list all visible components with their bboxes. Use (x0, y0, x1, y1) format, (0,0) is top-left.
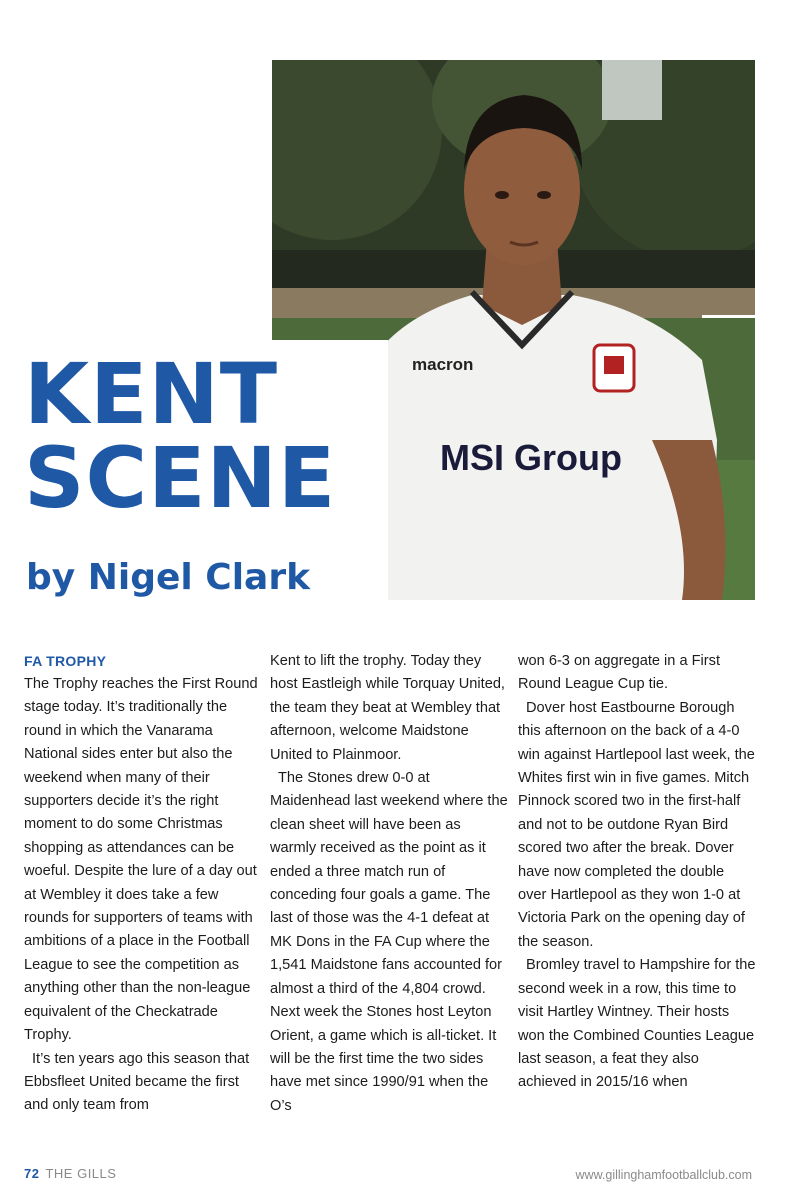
shirt-brand: macron (412, 355, 474, 374)
paragraph: won 6-3 on aggregate in a First Round League Cup tie. (518, 653, 720, 693)
website-url: www.gillinghamfootballclub.com (575, 1168, 752, 1182)
paragraph: Bromley travel to Hampshire for the second week in a row, this time to visit Hartley Wintney. Their hosts won the Combined Counties League last season, a feat they also achieved in 2015/16 when (518, 957, 756, 1091)
headline-line-2: SCENE (24, 429, 337, 527)
paragraph: It’s ten years ago this season that Ebbsfleet United became the first and only team from (24, 1050, 250, 1114)
publication-name: THE GILLS (45, 1166, 117, 1181)
paragraph: The Stones drew 0-0 at Maidenhead last weekend where the clean sheet will have been as warmly received as the point as it ended a three match run of conceding four goals a game. The last of those was the 4-1 defeat at MK Dons in the FA Cup where the 1,541 Maidstone fans accounted for almost a third of the 4,804 crowd. Next week the Stones host Leyton Orient, a game which is all-ticket. It will be the first time the two sides have met since 1990/91 when the O’s (270, 770, 508, 1114)
footer-page-label (24, 1166, 116, 1181)
paragraph: Kent to lift the trophy. Today they host Eastleigh while Torquay United, the team they beat at Wembley that afternoon, welcome Maidstone United to Plainmoor. (270, 653, 505, 763)
article-column-3 (518, 650, 756, 1095)
paragraph: The Trophy reaches the First Round stage today. It’s traditionally the round in which the Vanarama National sides enter but also the weekend when many of their supporters decide it’s the right moment to do some Christmas shopping as attendances can be woeful. Despite the lure of a day out at Wembley it does take a few rounds for supporters of teams with ambitions of a place in the Football League to see the competition as anything other than the non-league equivalent of the Checkatrade Trophy. (24, 676, 258, 1044)
page-number: 72 (24, 1166, 40, 1181)
paragraph: Dover host Eastbourne Borough this afternoon on the back of a 4-0 win against Hartlepool last week, the Whites first win in five games. Mitch Pinnock scored two in the first-half and not to be outdone Ryan Bird scored two after the break. Dover have now completed the double over Hartlepool as they won 1-0 at Victoria Park on the opening day of the season. (518, 699, 755, 950)
article-column-1 (24, 650, 262, 1118)
article-column-2 (270, 650, 508, 1118)
headline-line-1: KENT (24, 345, 279, 443)
headline (24, 345, 337, 527)
byline: by Nigel Clark (26, 557, 311, 598)
section-heading: FA TROPHY (24, 653, 107, 669)
shirt-sponsor: MSI Group (440, 437, 622, 478)
